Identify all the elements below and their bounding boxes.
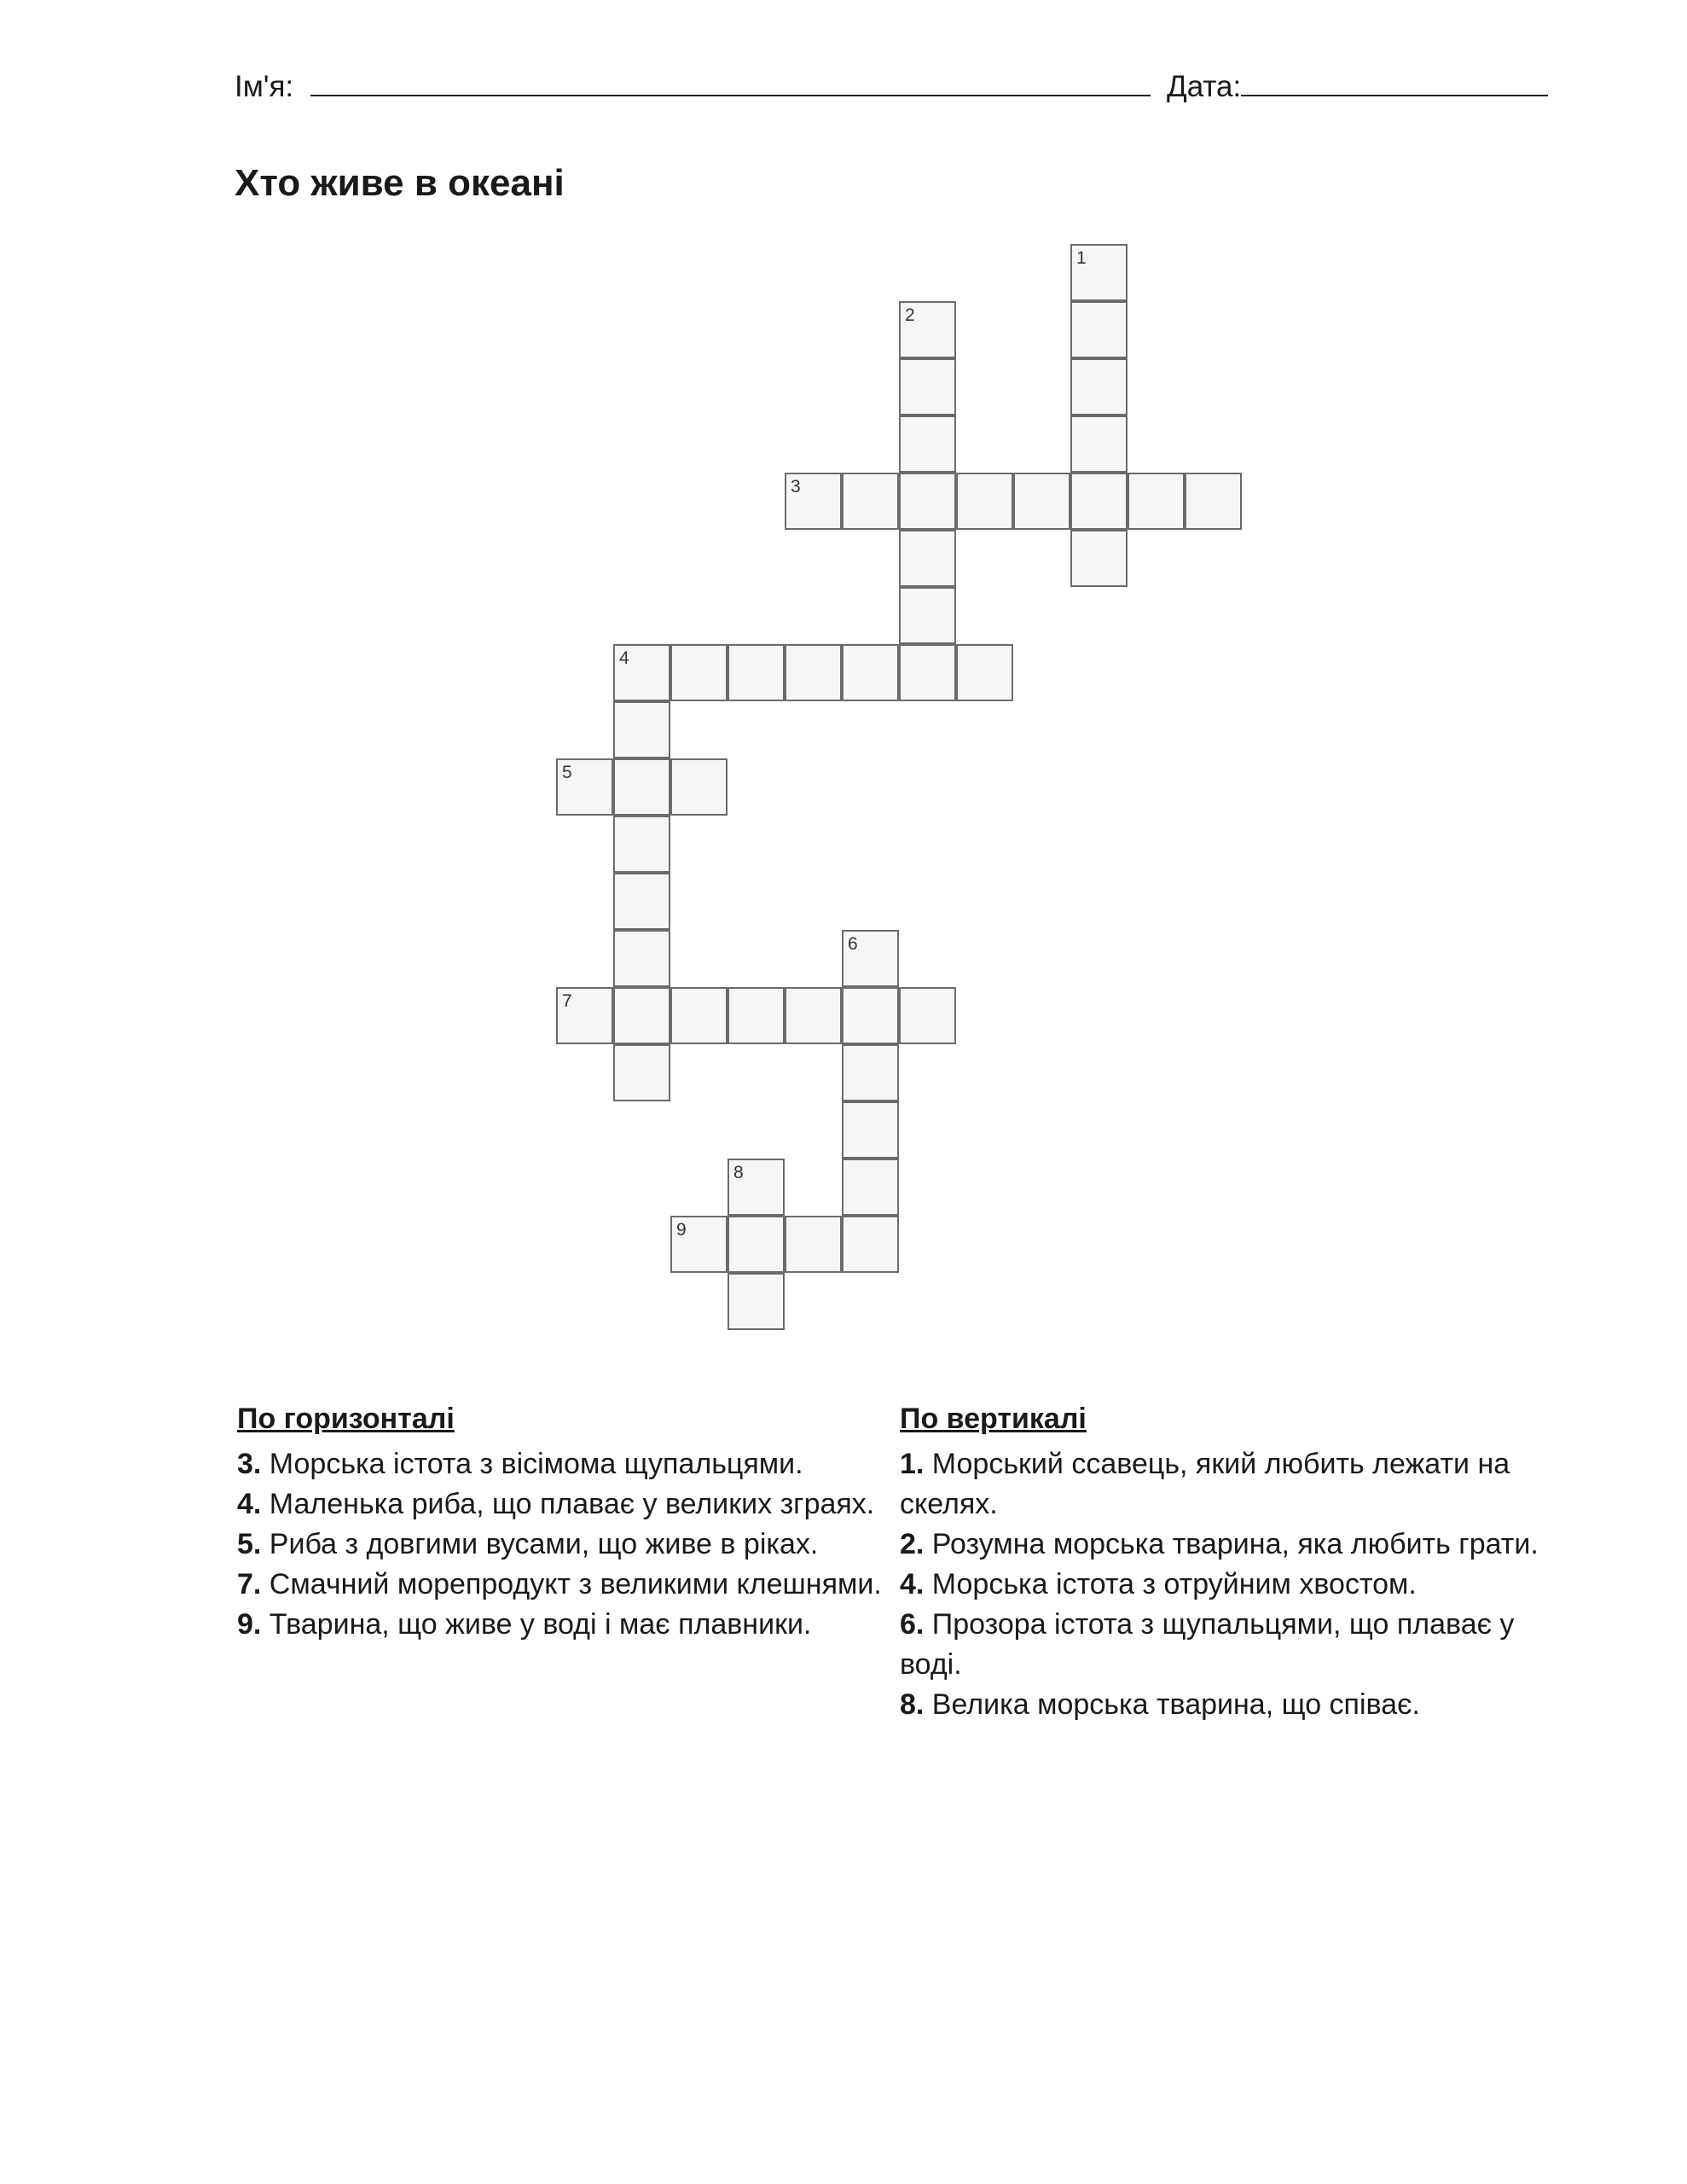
clue-text: Риба з довгими вусами, що живе в ріках. [261, 1528, 819, 1560]
crossword-cell[interactable] [899, 473, 956, 530]
clue-number: 6. [900, 1608, 925, 1641]
crossword-cell[interactable] [613, 758, 670, 816]
down-clues [900, 1399, 1557, 1725]
clue-text: Морський ссавець, який любить лежати на скелях. [900, 1448, 1510, 1520]
clue-number: 1 [1076, 248, 1087, 268]
crossword-cell[interactable] [899, 987, 956, 1044]
crossword-cell[interactable] [842, 1044, 899, 1101]
across-clue-list [237, 1444, 902, 1645]
crossword-cell[interactable] [785, 644, 842, 701]
crossword-cell[interactable] [1185, 473, 1242, 530]
crossword-cell[interactable] [842, 930, 899, 987]
crossword-cell[interactable] [842, 1216, 899, 1273]
name-label: Ім'я: [235, 70, 294, 103]
crossword-cell[interactable] [728, 1273, 785, 1330]
crossword-cell[interactable] [899, 358, 956, 415]
clue-number: 5 [562, 763, 572, 782]
clue-number: 9 [676, 1220, 687, 1240]
clue-number: 6 [848, 934, 858, 954]
date-label: Дата: [1167, 70, 1242, 103]
crossword-cell[interactable] [613, 987, 670, 1044]
down-clue-list [900, 1444, 1557, 1725]
crossword-cell[interactable] [728, 1159, 785, 1216]
crossword-cell[interactable] [556, 758, 613, 816]
crossword-cell[interactable] [842, 473, 899, 530]
across-heading: По горизонталі [237, 1403, 455, 1435]
crossword-cell[interactable] [613, 816, 670, 873]
crossword-cell[interactable] [556, 987, 613, 1044]
across-clues [237, 1399, 902, 1645]
date-field[interactable] [1167, 70, 1548, 104]
crossword-cell[interactable] [613, 644, 670, 701]
crossword-cell[interactable] [613, 873, 670, 930]
across-clue [237, 1484, 902, 1525]
crossword-cell[interactable] [785, 473, 842, 530]
across-clue [237, 1525, 902, 1565]
across-clue [237, 1605, 902, 1645]
clue-number: 8. [900, 1688, 925, 1721]
crossword-cell[interactable] [1070, 415, 1128, 473]
crossword-cell[interactable] [613, 930, 670, 987]
clue-text: Морська істота з отруйним хвостом. [924, 1568, 1417, 1600]
clue-text: Прозора істота з щупальцями, що плаває у воді. [900, 1608, 1515, 1681]
down-clue [900, 1605, 1557, 1685]
crossword-cell[interactable] [956, 644, 1013, 701]
page-title: Хто живе в океані [235, 162, 565, 204]
crossword-cell[interactable] [899, 530, 956, 587]
date-blank-line[interactable] [1241, 94, 1548, 96]
name-field[interactable] [235, 70, 1151, 104]
crossword-cell[interactable] [1070, 244, 1128, 301]
crossword-cell[interactable] [842, 987, 899, 1044]
clue-number: 2. [900, 1528, 925, 1560]
crossword-cell[interactable] [899, 301, 956, 358]
crossword-cell[interactable] [613, 701, 670, 758]
crossword-cell[interactable] [785, 987, 842, 1044]
crossword-cell[interactable] [1070, 301, 1128, 358]
crossword-cell[interactable] [670, 644, 728, 701]
down-clue [900, 1685, 1557, 1725]
crossword-cell[interactable] [899, 644, 956, 701]
clue-number: 3 [791, 477, 801, 497]
across-clue [237, 1565, 902, 1605]
crossword-cell[interactable] [899, 415, 956, 473]
crossword-cell[interactable] [956, 473, 1013, 530]
crossword-cell[interactable] [728, 644, 785, 701]
crossword-cell[interactable] [670, 1216, 728, 1273]
clue-text: Тварина, що живе у воді і має плавники. [261, 1608, 812, 1641]
clue-number: 8 [733, 1163, 744, 1182]
clue-text: Розумна морська тварина, яка любить грати. [924, 1528, 1539, 1560]
crossword-cell[interactable] [670, 758, 728, 816]
clue-text: Морська істота з вісімома щупальцями. [261, 1448, 803, 1480]
clue-number: 7 [562, 991, 572, 1011]
clue-number: 2 [905, 305, 915, 325]
crossword-cell[interactable] [899, 587, 956, 644]
clue-text: Маленька риба, що плаває у великих зграях. [261, 1488, 875, 1520]
clue-number: 4. [900, 1568, 925, 1600]
clue-number: 4 [619, 648, 629, 668]
clue-number: 5. [237, 1528, 262, 1560]
down-clue [900, 1444, 1557, 1525]
down-clue [900, 1525, 1557, 1565]
crossword-cell[interactable] [728, 1216, 785, 1273]
clue-number: 7. [237, 1568, 262, 1600]
across-clue [237, 1444, 902, 1484]
crossword-cell[interactable] [613, 1044, 670, 1101]
crossword-cell[interactable] [842, 1101, 899, 1159]
crossword-cell[interactable] [1013, 473, 1070, 530]
crossword-cell[interactable] [842, 644, 899, 701]
clue-number: 3. [237, 1448, 262, 1480]
name-blank-line[interactable] [310, 94, 1151, 96]
crossword-cell[interactable] [785, 1216, 842, 1273]
crossword-cell[interactable] [1070, 473, 1128, 530]
down-clue [900, 1565, 1557, 1605]
crossword-cell[interactable] [1070, 358, 1128, 415]
down-heading: По вертикалі [900, 1403, 1087, 1435]
crossword-cell[interactable] [842, 1159, 899, 1216]
clue-text: Велика морська тварина, що співає. [924, 1688, 1420, 1721]
crossword-cell[interactable] [1128, 473, 1185, 530]
crossword-cell[interactable] [728, 987, 785, 1044]
clue-number: 4. [237, 1488, 262, 1520]
crossword-cell[interactable] [670, 987, 728, 1044]
clue-number: 1. [900, 1448, 925, 1480]
crossword-cell[interactable] [1070, 530, 1128, 587]
clue-number: 9. [237, 1608, 262, 1641]
clue-text: Смачний морепродукт з великими клешнями. [261, 1568, 882, 1600]
